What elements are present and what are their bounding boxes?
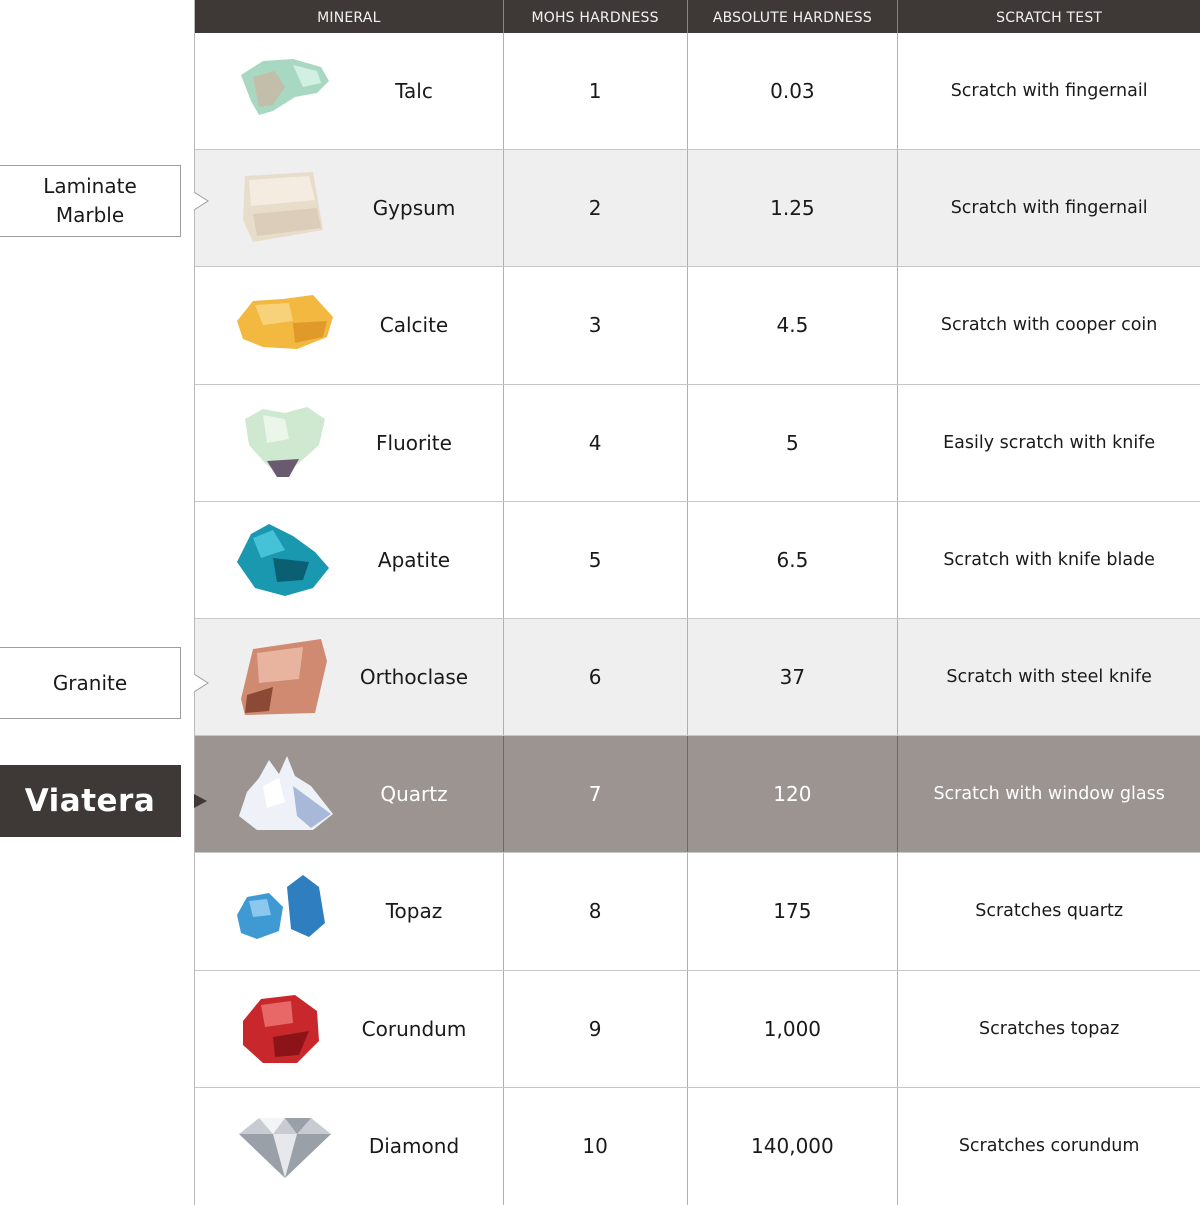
- absolute-value: 6.5: [688, 502, 899, 618]
- mohs-value: 8: [504, 853, 688, 969]
- table-row-apatite: [195, 502, 1200, 619]
- talc-mineral-image: [233, 53, 337, 129]
- callout-label: [43, 172, 137, 230]
- mohs-value: 1: [504, 33, 688, 149]
- mineral-cell: [195, 853, 504, 969]
- table-row-fluorite: [195, 385, 1200, 502]
- callout-viatera-brand: [0, 765, 181, 837]
- scratch-test-value: Scratches topaz: [979, 1018, 1120, 1039]
- mineral-cell: [195, 267, 504, 383]
- mineral-name: Talc: [395, 79, 433, 104]
- scratch-test-value: Scratches corundum: [958, 1136, 1140, 1157]
- mineral-name: Gypsum: [372, 196, 456, 221]
- absolute-value: 175: [688, 853, 899, 969]
- quartz-mineral-image: [233, 756, 337, 832]
- scratch-test-value: Scratch with knife blade: [943, 549, 1155, 570]
- mohs-value: 7: [504, 736, 688, 852]
- calcite-mineral-image: [233, 287, 337, 363]
- column-header-absolute-hardness: ABSOLUTE HARDNESS: [688, 0, 899, 33]
- mineral-cell: [195, 502, 504, 618]
- callout-label-line-2: Marble: [55, 203, 125, 227]
- scratch-test-value: Scratch with cooper coin: [940, 315, 1158, 336]
- table-row-diamond: [195, 1088, 1200, 1205]
- column-header-mineral: MINERAL: [195, 0, 504, 33]
- scratch-test-value: Scratch with fingernail: [950, 198, 1148, 219]
- mineral-cell: [195, 736, 504, 852]
- callout-label: Granite: [52, 670, 128, 695]
- mineral-name: Apatite: [377, 547, 451, 572]
- table-row-gypsum: [195, 150, 1200, 267]
- table-row-orthoclase: [195, 619, 1200, 736]
- apatite-mineral-image: [233, 522, 337, 598]
- mohs-value: 2: [504, 150, 688, 266]
- scratch-test-value: Easily scratch with knife: [943, 432, 1156, 453]
- mineral-cell: [195, 1088, 504, 1205]
- mohs-value: 3: [504, 267, 688, 383]
- mohs-value: 9: [504, 971, 688, 1087]
- mineral-name: Calcite: [379, 313, 449, 338]
- absolute-value: 120: [688, 736, 899, 852]
- mineral-name: Fluorite: [376, 430, 452, 455]
- table-row-calcite: [195, 267, 1200, 384]
- absolute-value: 4.5: [688, 267, 899, 383]
- table-row-topaz: [195, 853, 1200, 970]
- mineral-cell: [195, 619, 504, 735]
- mineral-cell: [195, 150, 504, 266]
- diamond-mineral-image: [233, 1108, 337, 1184]
- mineral-name: Diamond: [368, 1134, 460, 1159]
- scratch-test-value: Scratch with fingernail: [950, 81, 1148, 102]
- mineral-name: Quartz: [380, 782, 448, 807]
- scratch-test-value: Scratch with steel knife: [946, 667, 1152, 688]
- mineral-name: Orthoclase: [359, 665, 469, 690]
- mineral-cell: [195, 971, 504, 1087]
- mineral-cell: [195, 33, 504, 149]
- table-row-corundum: [195, 971, 1200, 1088]
- mineral-name: Topaz: [385, 899, 443, 924]
- mohs-hardness-table: [194, 0, 1200, 1205]
- topaz-mineral-image: [233, 873, 337, 949]
- table-header: [195, 0, 1200, 33]
- mineral-cell: [195, 385, 504, 501]
- corundum-mineral-image: [233, 991, 337, 1067]
- callout-granite: [0, 647, 181, 719]
- callout-laminate-marble: [0, 165, 181, 237]
- table-row-quartz: [195, 736, 1200, 853]
- scratch-test-value: Scratch with window glass: [933, 784, 1165, 805]
- gypsum-mineral-image: [233, 170, 337, 246]
- scratch-test-value: Scratches quartz: [975, 901, 1124, 922]
- absolute-value: 5: [688, 385, 899, 501]
- mohs-value: 6: [504, 619, 688, 735]
- column-header-mohs-hardness: MOHS HARDNESS: [504, 0, 688, 33]
- table-row-talc: [195, 33, 1200, 150]
- mohs-value: 5: [504, 502, 688, 618]
- orthoclase-mineral-image: [233, 639, 337, 715]
- mohs-value: 10: [504, 1088, 688, 1205]
- absolute-value: 140,000: [688, 1088, 899, 1205]
- fluorite-mineral-image: [233, 405, 337, 481]
- callout-label-line-1: Laminate: [43, 174, 137, 198]
- viatera-logo-text: Viatera: [24, 782, 156, 819]
- absolute-value: 1.25: [688, 150, 899, 266]
- absolute-value: 0.03: [688, 33, 899, 149]
- absolute-value: 37: [688, 619, 899, 735]
- mohs-value: 4: [504, 385, 688, 501]
- column-header-scratch-test: SCRATCH TEST: [996, 9, 1103, 26]
- mineral-name: Corundum: [361, 1016, 467, 1041]
- absolute-value: 1,000: [688, 971, 899, 1087]
